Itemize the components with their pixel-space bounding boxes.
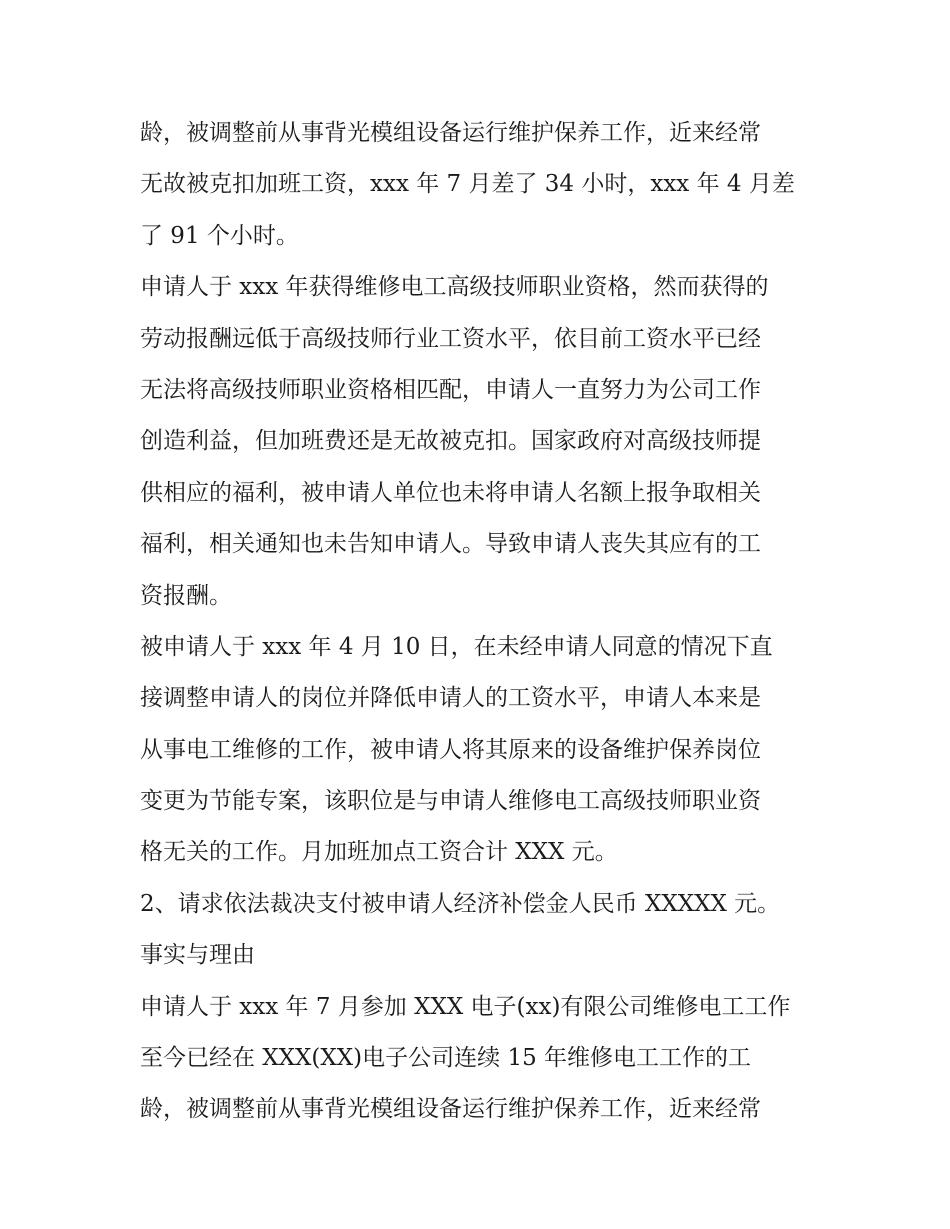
- text-line: 龄，被调整前从事背光模组设备运行维护保养工作，近来经常: [140, 120, 761, 146]
- text-line: 2、请求依法裁决支付被申请人经济补偿金人民币 XXXXX 元。: [140, 890, 781, 917]
- text-line: 创造利益，但加班费还是无故被克扣。国家政府对高级技师提: [140, 428, 761, 455]
- text-line: 被申请人于 xxx 年 4 月 10 日，在未经申请人同意的情况下直: [140, 633, 773, 660]
- text-line: 资报酬。: [140, 582, 232, 609]
- text-line: 劳动报酬远低于高级技师行业工资水平，依目前工资水平已经: [140, 325, 761, 352]
- text-line: 变更为节能专案，该职位是与申请人维修电工高级技师职业资: [140, 788, 761, 815]
- text-line: 从事电工维修的工作，被申请人将其原来的设备维护保养岗位: [140, 736, 761, 763]
- text-line: 格无关的工作。月加班加点工资合计 XXX 元。: [140, 839, 618, 866]
- section-heading: 事实与理由: [140, 942, 255, 969]
- document-body: [140, 108, 830, 1136]
- text-line: 福利，相关通知也未告知申请人。导致申请人丧失其应有的工: [140, 531, 761, 558]
- text-line: 申请人于 xxx 年 7 月参加 XXX 电子(xx)有限公司维修电工工作: [140, 993, 791, 1020]
- text-line: 了 91 个小时。: [140, 222, 299, 249]
- text-line: 供相应的福利，被申请人单位也未将申请人名额上报争取相关: [140, 479, 761, 506]
- text-line: 无故被克扣加班工资，xxx 年 7 月差了 34 小时，xxx 年 4 月差: [140, 171, 795, 198]
- text-line: 无法将高级技师职业资格相匹配，申请人一直努力为公司工作: [140, 376, 761, 403]
- text-line: 接调整申请人的岗位并降低申请人的工资水平，申请人本来是: [140, 685, 761, 712]
- text-line: 龄，被调整前从事背光模组设备运行维护保养工作，近来经常: [140, 1096, 761, 1123]
- text-line: 申请人于 xxx 年获得维修电工高级技师职业资格，然而获得的: [140, 274, 769, 301]
- text-line: 至今已经在 XXX(XX)电子公司连续 15 年维修电工工作的工: [140, 1045, 752, 1072]
